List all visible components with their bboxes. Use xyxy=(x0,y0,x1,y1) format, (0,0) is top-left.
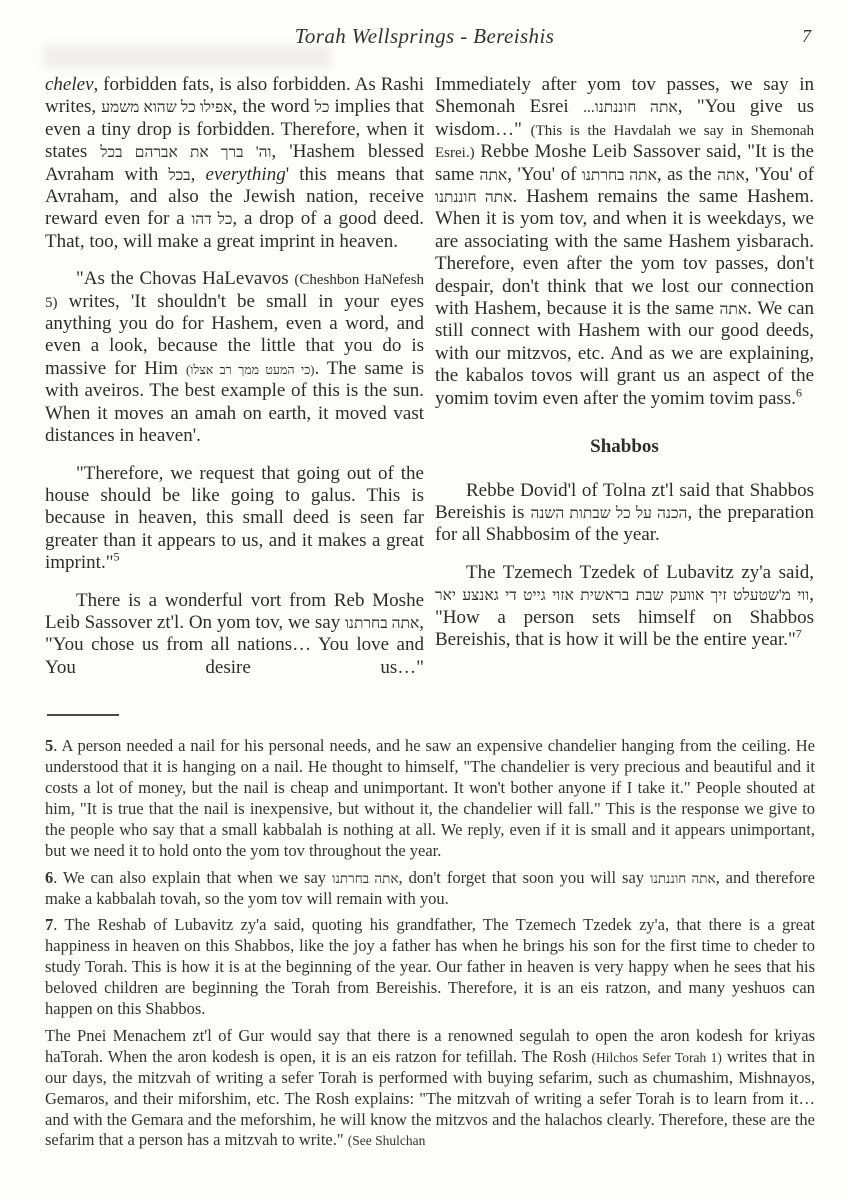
italic-text-run: everything xyxy=(205,163,286,185)
faded-watermark xyxy=(44,46,330,68)
plain-text-run: , 'You' of xyxy=(507,163,582,185)
main-text-area xyxy=(0,58,849,694)
plain-text-run: Rebbe Moshe Leib Sassover said, "It is the same xyxy=(435,141,814,185)
plain-text-run: The Reshab of Lubavitz zy'a said, quoting his grandfather, The Tzemech Tzedek zy'a, that there is a great happiness in heaven on this Shabbos, like the joy a father has when he brings his son for the first time to cheder to study Torah. This is how it is at the beginning of the year. Our father in heaven is very happy when he sees that his beloved children are beginning the Torah from Bereishis. Therefore, it is an eis ratzon, and many yeshuos can happen on this Shabbos. xyxy=(45,915,815,1019)
plain-text-run: , the word xyxy=(232,96,315,118)
hebrew-text-run: אתה xyxy=(719,301,748,319)
plain-text-run: , forbidden fats, is also forbidden. As Rashi writes, xyxy=(45,74,424,118)
small-text-run: (This is the Havdalah we say in Shemonah Esrei.) xyxy=(435,122,814,162)
paragraph-chovas-halevavos xyxy=(45,268,424,447)
hebrew-text-run: אתה חוננתנו xyxy=(435,189,513,207)
plain-text-run: Immediately after yom tov passes, we say in Shemonah Esrei xyxy=(435,74,814,118)
small-text-run: (Hilchos Sefer Torah 1) xyxy=(591,1049,722,1065)
footnote-number: 6 xyxy=(45,867,54,887)
plain-text-run: ' this means that Avraham, and also the Jewish nation, receive reward even for a xyxy=(45,163,425,230)
plain-text-run: , "You chose us from all nations… You love and You desire us…" xyxy=(45,611,424,678)
sup-text-run: 7 xyxy=(795,626,802,641)
paragraph-galus xyxy=(45,463,424,575)
plain-text-run: . Hashem remains the same Hashem. When it is yom tov, and when it is weekdays, we are associating with the same Hashem yisbarach. Therefore, even after the yom tov passes, don't despair, don't think that we lost our connection with Hashem, because it is the same xyxy=(435,186,814,320)
sup-text-run: 6 xyxy=(795,385,802,400)
plain-text-run: A person needed a nail for his personal needs, and he saw an expensive chandelier hanging from the ceiling. He understood that it is hanging on a nail. He thought to himself, "The chandelier is very precious and beautiful and it costs a lot of money, but the nail is cheap and unimportant. It won't bother anyone if I take it." People shouted at him, "It is true that the nail is inexpensive, but without it, the chandelier will fall." This is the response we give to the people who say that a small kabbalah is nothing at all. We reply, even if it is small and it appears unimportant, but we need it to hold onto the yom tov throughout the year. xyxy=(45,736,815,860)
plain-text-run: , xyxy=(190,163,206,185)
plain-text-run: , a drop of a good deed. That, too, will make a great imprint in heaven. xyxy=(45,208,424,252)
plain-text-run: , 'Hashem blessed Avraham with xyxy=(45,141,424,185)
plain-text-run: . We can still connect with Hashem with our good deeds, with our mitzvos, etc. And as we are explaining, the kabalos tovos will grant us an aspect of the yomim tovim even after the yomim tovim pass. xyxy=(435,298,814,409)
hebrew-text-run: וה' ברך את אברהם בכל xyxy=(100,144,272,162)
plain-text-run: , and therefore make a kabbalah tovah, so the yom tov will remain with you. xyxy=(45,867,815,908)
paragraph-chelev xyxy=(45,74,424,253)
plain-text-run: , as the xyxy=(656,163,718,185)
plain-text-run: implies that even a tiny drop is forbidden. Therefore, when it states xyxy=(45,96,425,163)
plain-text-run: , 'You' of xyxy=(744,163,814,185)
sup-text-run: 5 xyxy=(113,549,120,564)
plain-text-run: writes that in our days, the mitzvah of writing a sefer Torah is performed with buying sefarim, such as chumashim, Mishnayos, Gemaros, and their miforshim, etc. The Rosh explains: "The mitzvah of writing a sefer Torah is to learn from it… and with the Gemara and the meforshim, he will know the mitzvos and the halachos clearly. Therefore, these are the sefarim that a person has a mitzvah to write." xyxy=(45,1046,815,1150)
plain-text-run: The Pnei Menachem zt'l of Gur would say that there is a renowned segulah to open the aron kodesh for kriyas haTorah. When the aron kodesh is open, it is an eis ratzon for tefillah. The Rosh xyxy=(45,1025,815,1066)
footnote-7-continued xyxy=(45,1026,815,1151)
hebrew-small-text-run: (כי המעט ממך רב אצלו) xyxy=(186,362,315,377)
footnote-number: 7 xyxy=(45,915,54,935)
footnote-number: 5 xyxy=(45,736,54,756)
footnote-7: 7. The Reshab of Lubavitz zy'a said, quoting his grandfather, The Tzemech Tzedek zy'a, that there is a great happiness in heaven on this Shabbos, like the joy a father has when he brings his son for the first time to cheder to study Torah. This is how it is at the beginning of the year. Our father in heaven is very happy when he sees that his beloved children are beginning the Torah from Bereishis. Therefore, it is an eis ratzon, and many yeshuos can happen on this Shabbos. xyxy=(45,915,815,1019)
hebrew-text-run: הכנה על כל שבתות השנה xyxy=(530,504,688,522)
page-number: 7 xyxy=(802,26,811,46)
hebrew-text-run: אתה xyxy=(479,166,508,184)
footnote-5: 5. A person needed a nail for his personal needs, and he saw an expensive chandelier hanging from the ceiling. He understood that it is hanging on a nail. He thought to himself, "The chandelier is very precious and beautiful and it costs a lot of money, but the nail is cheap and unimportant. It won't bother anyone if I take it." People shouted at him, "It is true that the nail is inexpensive, but without it, the chandelier will fall." This is the response we give to the people who say that a small kabbalah is nothing at all. We reply, even if it is small and it appears unimportant, but we need it to hold onto the yom tov throughout the year. xyxy=(45,736,815,860)
plain-text-run: , don't forget that soon you will say xyxy=(398,867,650,887)
plain-text-run: , "You give us wisdom…" xyxy=(435,96,814,140)
paragraph-tolna xyxy=(435,480,814,547)
plain-text-run: Rebbe Dovid'l of Tolna zt'l said that Shabbos Bereishis is xyxy=(435,479,814,523)
hebrew-text-run: אתה חוננתנו xyxy=(649,870,716,886)
paragraph-tzemech-tzedek xyxy=(435,562,814,652)
footnote-6: 6. We can also explain that when we say אתה בחרתנו, don't forget that soon you will say אתה חוננתנו, and therefore make a kabbalah tovah, so the yom tov will remain with you. xyxy=(45,867,815,908)
hebrew-text-run: אתה בחרתנו xyxy=(581,166,657,184)
plain-text-run: "As the Chovas HaLevavos xyxy=(76,268,295,290)
small-text-run: (See Shulchan xyxy=(347,1133,426,1149)
section-heading-shabbos xyxy=(435,436,814,458)
plain-text-run: , the preparation for all Shabbosim of the year. xyxy=(435,501,814,546)
page-title: Torah Wellsprings - Bereishis xyxy=(294,24,555,48)
plain-text-run: The Tzemech Tzedek of Lubavitz zy'a said, xyxy=(466,561,814,583)
hebrew-text-run: ווי מ'שטעלט זיך אוועק שבת בראשית אזוי גייט די גאנצע יאר xyxy=(435,587,810,605)
page-header xyxy=(0,0,849,58)
plain-text-run: "Therefore, we request that going out of the house should be like going to galus. This is because in heaven, this small deed is seen far greater than it appears to us, and it makes a great imprint." xyxy=(45,462,424,574)
hebrew-text-run: אתה בחרתנו xyxy=(344,614,420,632)
hebrew-text-run: בכל xyxy=(168,166,191,184)
hebrew-text-run: כל דהו xyxy=(191,211,233,229)
plain-text-run: , "How a person sets himself on Shabbos Bereishis, that is how it will be the entire year." xyxy=(435,584,814,650)
bold-text-run: Shabbos xyxy=(590,436,659,458)
italic-text-run: chelev xyxy=(45,74,94,95)
plain-text-run: . The same is with aveiros. The best example of this is the sun. When it moves an amah on earth, it moved vast distances in heaven'. xyxy=(45,357,424,447)
plain-text-run: We can also explain that when we say xyxy=(63,867,332,887)
hebrew-text-run: אתה xyxy=(717,166,745,184)
plain-text-run: There is a wonderful vort from Reb Moshe Leib Sassover zt'l. On yom tov, we say xyxy=(45,589,424,633)
paragraph-after-yom-tov xyxy=(435,74,814,410)
right-column xyxy=(435,74,814,694)
plain-text-run: writes, 'It shouldn't be small in your eyes anything you do for Hashem, even a word, and even a look, because the little that you do is massive for Him xyxy=(45,290,424,379)
hebrew-text-run: כל xyxy=(314,99,330,117)
footnote-divider xyxy=(47,714,119,716)
hebrew-text-run: אתה בחרתנו xyxy=(331,870,399,886)
small-text-run: (Cheshbon HaNefesh 5) xyxy=(45,272,424,311)
footnotes-section xyxy=(0,736,849,1151)
paragraph-sassover-vort xyxy=(45,590,424,680)
hebrew-text-run: אתה חוננתנו... xyxy=(583,99,678,117)
left-column xyxy=(45,74,424,694)
hebrew-text-run: אפילו כל שהוא משמע xyxy=(101,99,233,117)
